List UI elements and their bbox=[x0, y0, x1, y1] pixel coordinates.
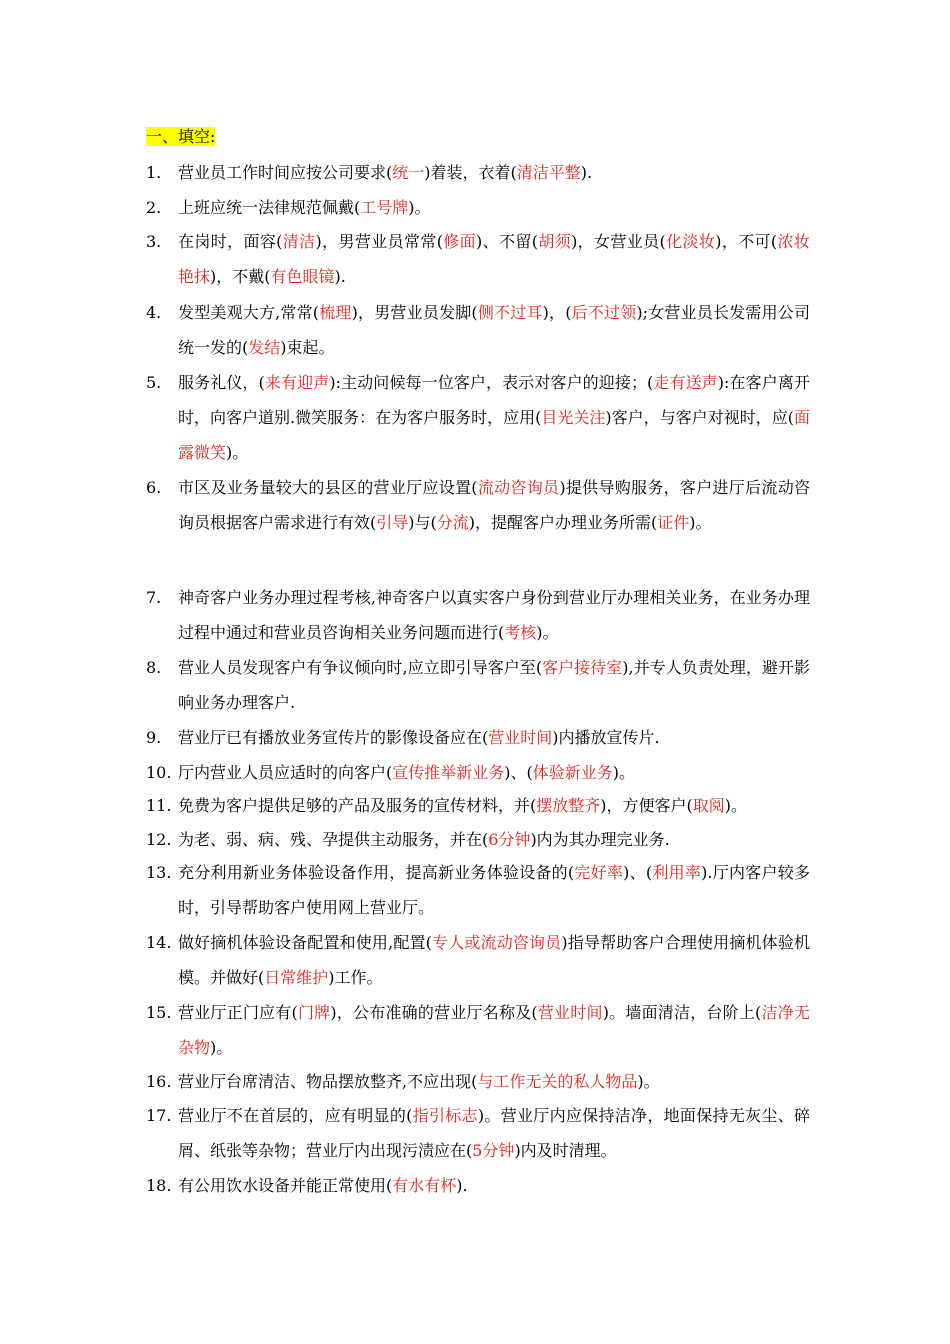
question-fragment: 神奇客户业务办理过程考核,神奇客户以真实客户身份到营业厅办理相关业务，在业务办理过程中通过和营业员咨询相关业务问题而进行( bbox=[178, 588, 810, 642]
question-fragment: ). bbox=[334, 267, 346, 286]
question-number: 18. bbox=[146, 1176, 172, 1195]
answer-text: 营业时间 bbox=[488, 728, 553, 747]
answer-text: 发结 bbox=[248, 338, 281, 357]
question-fragment: ).厅内客户较多时，引导帮助客户使用网上营业厅。 bbox=[178, 863, 810, 917]
question-fragment: )，方便客户( bbox=[600, 796, 693, 815]
question-fragment: 营业人员发现客户有争议倾向时,应立即引导客户至( bbox=[178, 658, 543, 677]
question-text bbox=[178, 720, 810, 755]
question-fragment: )着装，衣着( bbox=[424, 163, 517, 182]
question-fragment: )，不可( bbox=[715, 232, 778, 251]
question-fragment: )。营业厅内应保持洁净，地面保持无灰尘、碎屑、纸张等杂物；营业厅内出现污渍应在( bbox=[178, 1106, 810, 1160]
question-fragment: )，不戴( bbox=[210, 267, 271, 286]
answer-text: 有色眼镜 bbox=[270, 267, 335, 286]
question-fragment: ). bbox=[580, 163, 593, 182]
question-fragment: )。 bbox=[612, 763, 636, 782]
question-fragment: 厅内营业人员应适时的向客户( bbox=[178, 763, 393, 782]
answer-text: 宣传推举新业务 bbox=[392, 763, 505, 782]
answer-text: 目光关注 bbox=[541, 408, 606, 427]
question-fragment: )。 bbox=[408, 198, 431, 217]
question-number: 12. bbox=[146, 830, 172, 849]
answer-text: 门牌 bbox=[297, 1003, 331, 1022]
answer-text: 指引标志 bbox=[412, 1106, 478, 1125]
question-fragment: )指导帮助客户合理使用摘机体验机模。并做好( bbox=[178, 933, 810, 987]
question-fragment: 上班应统一法律规范佩戴( bbox=[178, 198, 361, 217]
question-fragment: )、( bbox=[623, 863, 653, 882]
answer-text: 日常维护 bbox=[264, 968, 329, 987]
question-text bbox=[178, 925, 810, 995]
answer-text: 5分钟 bbox=[472, 1141, 515, 1160]
question-text bbox=[178, 190, 810, 225]
question-fragment: ),并专人负责处理，避开影响业务办理客户. bbox=[178, 658, 810, 712]
question-fragment: 免费为客户提供足够的产品及服务的宣传材料，并( bbox=[178, 796, 537, 815]
question-fragment: )。 bbox=[724, 796, 748, 815]
question-fragment: 营业厅已有播放业务宣传片的影像设备应在( bbox=[178, 728, 489, 747]
answer-text: 与工作无关的私人物品 bbox=[477, 1072, 638, 1091]
question-number: 5. bbox=[146, 373, 162, 392]
question-fragment: 营业厅正门应有( bbox=[178, 1003, 298, 1022]
question-fragment: )，女营业员( bbox=[571, 232, 666, 251]
answer-text: 专人或流动咨询员 bbox=[431, 933, 562, 952]
question-number: 9. bbox=[146, 728, 162, 747]
answer-text: 6分钟 bbox=[488, 830, 531, 849]
answer-text: 流动咨询员 bbox=[477, 478, 560, 497]
answer-text: 走有送声 bbox=[653, 373, 718, 392]
question-fragment: )。 bbox=[226, 443, 249, 462]
question-fragment: 做好摘机体验设备配置和使用,配置( bbox=[178, 933, 432, 952]
question-fragment: ). bbox=[456, 1176, 468, 1195]
answer-text: 胡须 bbox=[537, 232, 572, 251]
question-fragment: 发型美观大方,常常( bbox=[178, 303, 320, 322]
question-text bbox=[178, 155, 810, 190]
answer-text: 工号牌 bbox=[360, 198, 409, 217]
question-text bbox=[178, 580, 810, 650]
question-fragment: )内播放宣传片. bbox=[552, 728, 660, 747]
question-text bbox=[178, 788, 810, 823]
question-fragment: 营业厅不在首层的，应有明显的( bbox=[178, 1106, 413, 1125]
question-text bbox=[178, 470, 810, 540]
question-fragment: 在岗时，面容( bbox=[178, 232, 283, 251]
question-fragment: )。 bbox=[637, 1072, 660, 1091]
answer-text: 修面 bbox=[442, 232, 477, 251]
answer-text: 面露微笑 bbox=[178, 408, 810, 462]
question-fragment: )提供导购服务，客户进厅后流动咨询员根据客户需求进行有效( bbox=[178, 478, 810, 532]
question-fragment: ):主动问候每一位客户，表示对客户的迎接；( bbox=[329, 373, 654, 392]
question-number: 6. bbox=[146, 478, 162, 497]
answer-text: 后不过领 bbox=[571, 303, 637, 322]
question-fragment: );女营业员长发需用公司统一发的( bbox=[178, 303, 810, 357]
answer-text: 证件 bbox=[657, 513, 690, 532]
question-fragment: )内为其办理完业务. bbox=[530, 830, 670, 849]
question-text bbox=[178, 855, 810, 925]
question-text bbox=[178, 995, 810, 1065]
question-text bbox=[178, 365, 810, 470]
question-number: 17. bbox=[146, 1106, 172, 1125]
answer-text: 洁净无杂物 bbox=[178, 1003, 810, 1057]
question-fragment: )。 bbox=[210, 1038, 233, 1057]
answer-text: 侧不过耳 bbox=[477, 303, 543, 322]
question-fragment: 有公用饮水设备并能正常使用( bbox=[178, 1176, 393, 1195]
question-text bbox=[178, 224, 810, 294]
question-fragment: 充分利用新业务体验设备作用，提高新业务体验设备的( bbox=[178, 863, 575, 882]
answer-text: 统一 bbox=[392, 163, 425, 182]
question-fragment: 营业厅台席清洁、物品摆放整齐,不应出现( bbox=[178, 1072, 478, 1091]
question-fragment: )，男营业员发脚( bbox=[351, 303, 478, 322]
question-fragment: )，公布准确的营业厅名称及( bbox=[330, 1003, 538, 1022]
question-fragment: 营业员工作时间应按公司要求( bbox=[178, 163, 393, 182]
answer-text: 考核 bbox=[504, 623, 537, 642]
question-fragment: )客户，与客户对视时，应( bbox=[605, 408, 794, 427]
question-number: 15. bbox=[146, 1003, 172, 1022]
question-number: 13. bbox=[146, 863, 172, 882]
answer-text: 客户接待室 bbox=[542, 658, 623, 677]
section-heading-text: 一、填空: bbox=[146, 127, 216, 146]
question-number: 2. bbox=[146, 198, 162, 217]
question-number: 16. bbox=[146, 1072, 172, 1091]
question-text bbox=[178, 650, 810, 720]
answer-text: 化淡妆 bbox=[665, 232, 716, 251]
answer-text: 利用率 bbox=[652, 863, 702, 882]
question-fragment: )与( bbox=[408, 513, 437, 532]
question-fragment: )、( bbox=[504, 763, 533, 782]
question-number: 14. bbox=[146, 933, 172, 952]
question-text bbox=[178, 1098, 810, 1168]
question-number: 11. bbox=[146, 796, 172, 815]
answer-text: 体验新业务 bbox=[532, 763, 613, 782]
question-text bbox=[178, 1064, 810, 1099]
question-fragment: 服务礼仪，( bbox=[178, 373, 265, 392]
question-text bbox=[178, 822, 810, 857]
answer-text: 分流 bbox=[436, 513, 469, 532]
answer-text: 清洁 bbox=[282, 232, 316, 251]
question-fragment: )内及时清理。 bbox=[514, 1141, 617, 1160]
answer-text: 浓妆艳抹 bbox=[178, 232, 810, 286]
question-fragment: )工作。 bbox=[328, 968, 383, 987]
question-number: 8. bbox=[146, 658, 162, 677]
question-fragment: )束起。 bbox=[280, 338, 335, 357]
answer-text: 营业时间 bbox=[537, 1003, 603, 1022]
question-number: 1. bbox=[146, 163, 162, 182]
question-fragment: )、不留( bbox=[476, 232, 538, 251]
section-heading bbox=[146, 124, 215, 150]
answer-text: 来有迎声 bbox=[264, 373, 330, 392]
answer-text: 取阅 bbox=[692, 796, 725, 815]
question-fragment: )。 bbox=[536, 623, 559, 642]
question-fragment: ):在客户离开时，向客户道别.微笑服务：在为客户服务时，应用( bbox=[178, 373, 810, 427]
question-fragment: 市区及业务量较大的县区的营业厅应设置( bbox=[178, 478, 478, 497]
answer-text: 有水有杯 bbox=[392, 1176, 457, 1195]
question-fragment: )。 bbox=[689, 513, 712, 532]
question-number: 3. bbox=[146, 232, 162, 251]
question-fragment: )，( bbox=[542, 303, 572, 322]
question-fragment: )。墙面清洁，台阶上( bbox=[602, 1003, 762, 1022]
question-text bbox=[178, 1168, 810, 1203]
answer-text: 完好率 bbox=[574, 863, 624, 882]
question-number: 4. bbox=[146, 303, 162, 322]
question-fragment: 为老、弱、病、残、孕提供主动服务，并在( bbox=[178, 830, 489, 849]
question-text bbox=[178, 295, 810, 365]
answer-text: 清洁平整 bbox=[516, 163, 581, 182]
answer-text: 引导 bbox=[376, 513, 409, 532]
question-fragment: )，提醒客户办理业务所需( bbox=[468, 513, 658, 532]
question-text bbox=[178, 755, 810, 790]
question-number: 10. bbox=[146, 763, 172, 782]
answer-text: 梳理 bbox=[319, 303, 352, 322]
question-number: 7. bbox=[146, 588, 162, 607]
answer-text: 摆放整齐 bbox=[536, 796, 601, 815]
question-fragment: )，男营业员常常( bbox=[315, 232, 443, 251]
